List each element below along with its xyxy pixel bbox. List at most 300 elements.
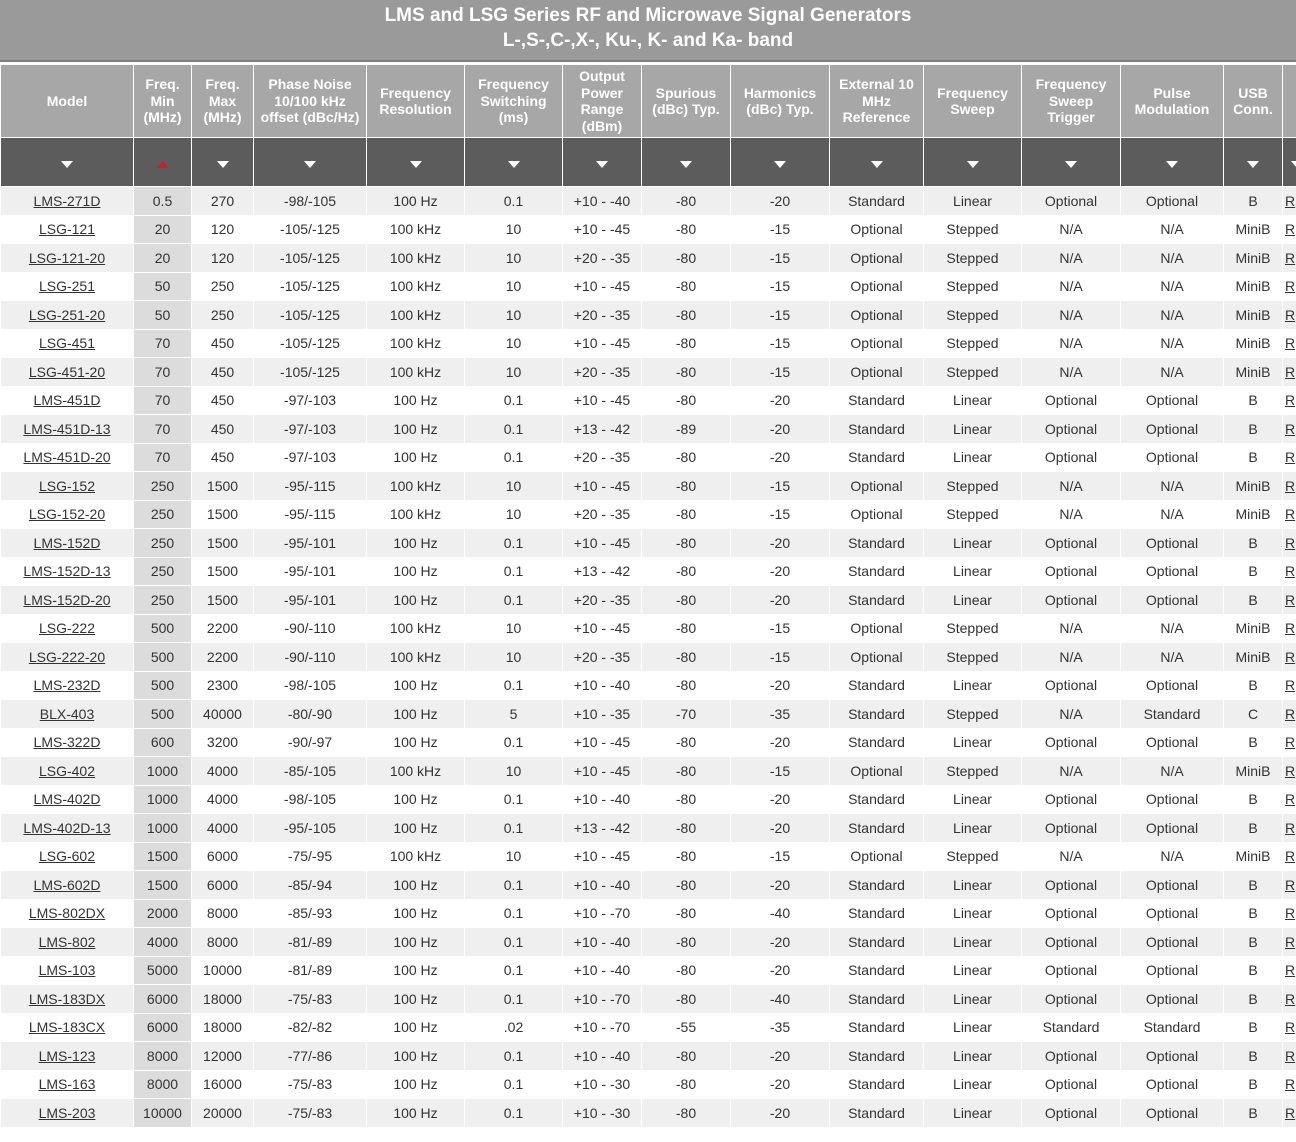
extra-link[interactable]: R — [1285, 306, 1296, 323]
extra-link-cell[interactable] — [1283, 415, 1296, 444]
col-header-extra[interactable] — [1283, 65, 1296, 138]
table-cell: 450 — [192, 415, 254, 444]
table-cell: 4000 — [192, 785, 254, 814]
model-cell[interactable] — [1, 928, 134, 957]
table-cell: -80 — [642, 500, 731, 529]
model-link[interactable]: LSG-451 — [38, 335, 96, 352]
table-cell: N/A — [1022, 329, 1121, 358]
table-cell: +10 - -45 — [563, 842, 642, 871]
sort-toggle-icon[interactable] — [304, 161, 316, 168]
model-link[interactable]: LMS-183DX — [28, 990, 106, 1007]
extra-link[interactable]: R — [1285, 591, 1296, 608]
table-cell: Optional — [1121, 1099, 1224, 1128]
table-cell: 18000 — [192, 1013, 254, 1042]
table-cell: 0.1 — [465, 871, 563, 900]
sort-toggle-icon[interactable] — [967, 161, 979, 168]
model-link[interactable]: BLX-403 — [39, 705, 95, 722]
model-cell[interactable] — [1, 301, 134, 330]
model-cell[interactable] — [1, 386, 134, 415]
sort-cell-7[interactable] — [642, 138, 731, 187]
model-cell[interactable] — [1, 785, 134, 814]
extra-link-cell[interactable] — [1283, 187, 1296, 216]
model-link[interactable]: LSG-121-20 — [28, 249, 106, 266]
table-cell: Optional — [1022, 586, 1121, 615]
model-link[interactable]: LSG-451-20 — [28, 363, 106, 380]
extra-link[interactable]: R — [1285, 192, 1296, 209]
model-cell[interactable] — [1, 215, 134, 244]
table-cell: N/A — [1121, 215, 1224, 244]
table-cell: B — [1224, 386, 1283, 415]
extra-link-cell[interactable] — [1283, 899, 1296, 928]
model-link[interactable]: LMS-123 — [38, 1047, 96, 1064]
table-cell: -80 — [642, 614, 731, 643]
col-header-model[interactable]: Model — [1, 65, 134, 138]
sort-cell-3[interactable] — [254, 138, 367, 187]
table-cell: 100 kHz — [367, 301, 465, 330]
sort-cell-4[interactable] — [367, 138, 465, 187]
table-cell: 250 — [134, 586, 192, 615]
table-cell: Linear — [924, 1099, 1022, 1128]
model-cell[interactable] — [1, 842, 134, 871]
table-cell: 10000 — [134, 1099, 192, 1128]
model-link[interactable]: LMS-152D-13 — [23, 563, 111, 580]
model-link[interactable]: LSG-152-20 — [28, 506, 106, 523]
table-cell: Stepped — [924, 215, 1022, 244]
col-header-spurious[interactable]: Spurious (dBc) Typ. — [642, 65, 731, 138]
model-cell[interactable] — [1, 671, 134, 700]
sort-toggle-icon[interactable] — [1166, 161, 1178, 168]
sort-toggle-icon[interactable] — [61, 161, 73, 168]
col-header-harmonics[interactable]: Harmonics (dBc) Typ. — [731, 65, 830, 138]
model-cell[interactable] — [1, 586, 134, 615]
extra-link-cell[interactable] — [1283, 1013, 1296, 1042]
title-line-2: L-,S-,C-,X-, Ku-, K- and Ka- band — [502, 30, 794, 51]
extra-link-cell[interactable] — [1283, 244, 1296, 273]
table-cell: -81/-89 — [254, 928, 367, 957]
model-cell[interactable] — [1, 643, 134, 672]
table-cell: 10 — [465, 500, 563, 529]
model-cell[interactable] — [1, 700, 134, 729]
model-cell[interactable] — [1, 814, 134, 843]
table-cell: -105/-125 — [254, 301, 367, 330]
table-cell: -15 — [731, 842, 830, 871]
extra-link-cell[interactable] — [1283, 472, 1296, 501]
table-cell: 100 Hz — [367, 557, 465, 586]
table-cell: 1500 — [192, 472, 254, 501]
table-cell: N/A — [1121, 244, 1224, 273]
table-cell: 250 — [134, 472, 192, 501]
extra-link[interactable]: R — [1285, 1019, 1296, 1036]
table-cell: Standard — [830, 814, 924, 843]
model-link[interactable]: LSG-251-20 — [28, 306, 106, 323]
sort-cell-6[interactable] — [563, 138, 642, 187]
table-cell: +10 - -45 — [563, 329, 642, 358]
sort-cell-9[interactable] — [830, 138, 924, 187]
extra-link[interactable]: R — [1285, 734, 1296, 751]
extra-link-cell[interactable] — [1283, 1042, 1296, 1071]
table-cell: Linear — [924, 928, 1022, 957]
table-cell: Linear — [924, 443, 1022, 472]
table-cell: 10 — [465, 244, 563, 273]
table-cell: -81/-89 — [254, 956, 367, 985]
extra-link[interactable]: R — [1285, 762, 1296, 779]
extra-link[interactable]: R — [1285, 335, 1296, 352]
extra-link-cell[interactable] — [1283, 985, 1296, 1014]
extra-link-cell[interactable] — [1283, 814, 1296, 843]
table-cell: B — [1224, 956, 1283, 985]
table-cell: 70 — [134, 415, 192, 444]
table-cell: MiniB — [1224, 215, 1283, 244]
table-cell: 10 — [465, 329, 563, 358]
table-cell: Optional — [1121, 671, 1224, 700]
sort-row — [1, 138, 1296, 187]
table-cell: -80 — [642, 1070, 731, 1099]
sort-toggle-icon[interactable] — [1247, 161, 1259, 168]
table-cell: -85/-93 — [254, 899, 367, 928]
table-cell: 100 kHz — [367, 244, 465, 273]
extra-link[interactable]: R — [1285, 1076, 1296, 1093]
sort-toggle-icon[interactable] — [871, 161, 883, 168]
col-header-freq-min[interactable]: Freq. Min (MHz) — [134, 65, 192, 138]
table-cell: Standard — [830, 700, 924, 729]
model-link[interactable]: LMS-402D-13 — [23, 819, 111, 836]
model-link[interactable]: LSG-222 — [38, 620, 96, 637]
sort-toggle-icon[interactable] — [410, 161, 422, 168]
extra-link[interactable]: R — [1285, 534, 1296, 551]
table-cell: 100 kHz — [367, 614, 465, 643]
model-link[interactable]: LMS-103 — [38, 962, 96, 979]
model-link[interactable]: LMS-152D-20 — [23, 591, 111, 608]
sort-ascending-icon[interactable] — [157, 161, 169, 168]
table-cell: Optional — [1022, 1099, 1121, 1128]
extra-link-cell[interactable] — [1283, 386, 1296, 415]
extra-link[interactable]: R — [1285, 962, 1296, 979]
model-cell[interactable] — [1, 244, 134, 273]
extra-link-cell[interactable] — [1283, 557, 1296, 586]
extra-link-cell[interactable] — [1283, 956, 1296, 985]
model-link[interactable]: LMS-152D — [33, 534, 101, 551]
table-cell: -20 — [731, 956, 830, 985]
col-header-frequency-switching[interactable]: Frequency Switching (ms) — [465, 65, 563, 138]
model-link[interactable]: LMS-271D — [33, 192, 101, 209]
extra-link-cell[interactable] — [1283, 728, 1296, 757]
col-header-phase-noise[interactable]: Phase Noise 10/100 kHz offset (dBc/Hz) — [254, 65, 367, 138]
table-cell: +10 - -40 — [563, 187, 642, 216]
table-cell: 1000 — [134, 814, 192, 843]
table-cell: 100 Hz — [367, 1013, 465, 1042]
extra-link-cell[interactable] — [1283, 671, 1296, 700]
model-cell[interactable] — [1, 500, 134, 529]
col-header-freq-max[interactable]: Freq. Max (MHz) — [192, 65, 254, 138]
extra-link[interactable]: R — [1285, 933, 1296, 950]
model-link[interactable]: LMS-322D — [33, 734, 101, 751]
sort-toggle-icon[interactable] — [1291, 161, 1296, 168]
table-cell: Optional — [1022, 785, 1121, 814]
table-cell: 10 — [465, 272, 563, 301]
table-cell: +10 - -45 — [563, 614, 642, 643]
extra-link[interactable]: R — [1285, 363, 1296, 380]
extra-link-cell[interactable] — [1283, 272, 1296, 301]
table-cell: +13 - -42 — [563, 557, 642, 586]
sort-toggle-icon[interactable] — [596, 161, 608, 168]
sort-toggle-icon[interactable] — [774, 161, 786, 168]
extra-link[interactable]: R — [1285, 420, 1296, 437]
table-cell: 1500 — [134, 842, 192, 871]
table-cell: 100 Hz — [367, 728, 465, 757]
extra-link[interactable]: R — [1285, 449, 1296, 466]
extra-link[interactable]: R — [1285, 506, 1296, 523]
extra-link-cell[interactable] — [1283, 871, 1296, 900]
extra-link-cell[interactable] — [1283, 215, 1296, 244]
model-link[interactable]: LMS-451D-20 — [23, 449, 111, 466]
extra-link[interactable]: R — [1285, 819, 1296, 836]
model-link[interactable]: LSG-402 — [38, 762, 96, 779]
extra-link-cell[interactable] — [1283, 785, 1296, 814]
sort-cell-14[interactable] — [1283, 138, 1296, 187]
table-cell: -15 — [731, 472, 830, 501]
col-header-frequency-resolution[interactable]: Frequency Resolution — [367, 65, 465, 138]
extra-link-cell[interactable] — [1283, 329, 1296, 358]
table-row — [1, 358, 1296, 387]
table-cell: N/A — [1022, 500, 1121, 529]
table-cell: -89 — [642, 415, 731, 444]
table-cell: +20 - -35 — [563, 358, 642, 387]
extra-link-cell[interactable] — [1283, 842, 1296, 871]
extra-link[interactable]: R — [1285, 221, 1296, 238]
extra-link[interactable]: R — [1285, 791, 1296, 808]
table-cell: Optional — [830, 500, 924, 529]
model-cell[interactable] — [1, 1042, 134, 1071]
table-cell: 100 Hz — [367, 671, 465, 700]
col-header-usb-conn[interactable]: USB Conn. — [1224, 65, 1283, 138]
model-link[interactable]: LMS-163 — [38, 1076, 96, 1093]
extra-link-cell[interactable] — [1283, 529, 1296, 558]
sort-toggle-icon[interactable] — [680, 161, 692, 168]
model-link[interactable]: LMS-402D — [33, 791, 101, 808]
sort-cell-13[interactable] — [1224, 138, 1283, 187]
sort-toggle-icon[interactable] — [1065, 161, 1077, 168]
sort-cell-2[interactable] — [192, 138, 254, 187]
model-link[interactable]: LSG-222-20 — [28, 648, 106, 665]
col-header-sweep-trigger[interactable]: Frequency Sweep Trigger — [1022, 65, 1121, 138]
model-cell[interactable] — [1, 329, 134, 358]
col-header-frequency-sweep[interactable]: Frequency Sweep — [924, 65, 1022, 138]
table-cell: -105/-125 — [254, 358, 367, 387]
model-cell[interactable] — [1, 1070, 134, 1099]
model-link[interactable]: LMS-232D — [33, 677, 101, 694]
table-cell: +13 - -42 — [563, 814, 642, 843]
model-link[interactable]: LSG-152 — [38, 477, 96, 494]
extra-link-cell[interactable] — [1283, 928, 1296, 957]
table-cell: -95/-105 — [254, 814, 367, 843]
model-link[interactable]: LMS-451D — [33, 392, 101, 409]
model-cell[interactable] — [1, 358, 134, 387]
table-cell: +10 - -45 — [563, 215, 642, 244]
sort-cell-8[interactable] — [731, 138, 830, 187]
sort-cell-5[interactable] — [465, 138, 563, 187]
model-cell[interactable] — [1, 614, 134, 643]
table-cell: -20 — [731, 529, 830, 558]
model-link[interactable]: LMS-451D-13 — [23, 420, 111, 437]
table-cell: Stepped — [924, 329, 1022, 358]
model-cell[interactable] — [1, 472, 134, 501]
model-cell[interactable] — [1, 757, 134, 786]
extra-link[interactable]: R — [1285, 1047, 1296, 1064]
table-cell: 1500 — [192, 500, 254, 529]
extra-link-cell[interactable] — [1283, 358, 1296, 387]
extra-link-cell[interactable] — [1283, 500, 1296, 529]
table-cell: +10 - -40 — [563, 671, 642, 700]
col-header-pulse-modulation[interactable]: Pulse Modulation — [1121, 65, 1224, 138]
extra-link[interactable]: R — [1285, 876, 1296, 893]
extra-link-cell[interactable] — [1283, 586, 1296, 615]
extra-link-cell[interactable] — [1283, 443, 1296, 472]
table-cell: 100 Hz — [367, 871, 465, 900]
table-cell: 50 — [134, 272, 192, 301]
extra-link-cell[interactable] — [1283, 301, 1296, 330]
extra-link[interactable]: R — [1285, 563, 1296, 580]
col-header-output-power-range[interactable]: Output Power Range (dBm) — [563, 65, 642, 138]
model-link[interactable]: LSG-121 — [38, 221, 96, 238]
model-cell[interactable] — [1, 956, 134, 985]
table-cell: Standard — [1121, 700, 1224, 729]
extra-link-cell[interactable] — [1283, 643, 1296, 672]
table-cell: Optional — [1022, 871, 1121, 900]
table-cell: 70 — [134, 358, 192, 387]
table-cell: -20 — [731, 1070, 830, 1099]
table-cell: 0.1 — [465, 728, 563, 757]
table-cell: -20 — [731, 187, 830, 216]
model-link[interactable]: LMS-183CX — [28, 1019, 106, 1036]
extra-link-cell[interactable] — [1283, 1099, 1296, 1128]
table-cell: B — [1224, 928, 1283, 957]
table-cell: 100 Hz — [367, 586, 465, 615]
model-cell[interactable] — [1, 899, 134, 928]
table-cell: Optional — [1022, 557, 1121, 586]
extra-link[interactable]: R — [1285, 392, 1296, 409]
table-row — [1, 671, 1296, 700]
sort-cell-12[interactable] — [1121, 138, 1224, 187]
col-header-external-reference[interactable]: External 10 MHz Reference — [830, 65, 924, 138]
table-cell: 70 — [134, 329, 192, 358]
model-cell[interactable] — [1, 443, 134, 472]
table-cell: Standard — [830, 1099, 924, 1128]
model-cell[interactable] — [1, 871, 134, 900]
table-cell: 10 — [465, 643, 563, 672]
table-cell: -80 — [642, 358, 731, 387]
model-link[interactable]: LSG-251 — [38, 278, 96, 295]
table-row — [1, 871, 1296, 900]
sort-cell-10[interactable] — [924, 138, 1022, 187]
table-cell: -20 — [731, 1099, 830, 1128]
table-cell: Optional — [1022, 529, 1121, 558]
table-cell: -20 — [731, 386, 830, 415]
extra-link[interactable]: R — [1285, 249, 1296, 266]
table-cell: Optional — [830, 842, 924, 871]
table-cell: N/A — [1022, 757, 1121, 786]
extra-link[interactable]: R — [1285, 477, 1296, 494]
table-cell: +10 - -30 — [563, 1070, 642, 1099]
model-link[interactable]: LMS-203 — [38, 1104, 96, 1121]
model-cell[interactable] — [1, 187, 134, 216]
table-cell: Standard — [830, 785, 924, 814]
table-cell: -40 — [731, 899, 830, 928]
model-link[interactable]: LSG-602 — [38, 848, 96, 865]
table-cell: Optional — [1022, 671, 1121, 700]
sort-cell-11[interactable] — [1022, 138, 1121, 187]
table-cell: Stepped — [924, 272, 1022, 301]
sort-cell-1[interactable] — [134, 138, 192, 187]
model-cell[interactable] — [1, 557, 134, 586]
table-cell: -82/-82 — [254, 1013, 367, 1042]
table-cell: 0.1 — [465, 529, 563, 558]
table-cell: MiniB — [1224, 301, 1283, 330]
extra-link[interactable]: R — [1285, 848, 1296, 865]
extra-link-cell[interactable] — [1283, 614, 1296, 643]
model-cell[interactable] — [1, 529, 134, 558]
table-cell: MiniB — [1224, 500, 1283, 529]
table-cell: -15 — [731, 301, 830, 330]
table-cell: Optional — [1022, 899, 1121, 928]
sort-cell-0[interactable] — [1, 138, 134, 187]
extra-link-cell[interactable] — [1283, 700, 1296, 729]
model-link[interactable]: LMS-802 — [38, 933, 96, 950]
table-cell: Optional — [1121, 586, 1224, 615]
model-link[interactable]: LMS-602D — [33, 876, 101, 893]
table-cell: +20 - -35 — [563, 500, 642, 529]
table-cell: Optional — [1121, 871, 1224, 900]
model-cell[interactable] — [1, 1013, 134, 1042]
model-cell[interactable] — [1, 1099, 134, 1128]
model-cell[interactable] — [1, 272, 134, 301]
extra-link[interactable]: R — [1285, 1104, 1296, 1121]
table-row — [1, 842, 1296, 871]
table-cell: Standard — [1022, 1013, 1121, 1042]
model-cell[interactable] — [1, 728, 134, 757]
model-cell[interactable] — [1, 415, 134, 444]
extra-link[interactable]: R — [1285, 278, 1296, 295]
table-row — [1, 215, 1296, 244]
extra-link-cell[interactable] — [1283, 757, 1296, 786]
table-cell: N/A — [1022, 301, 1121, 330]
extra-link[interactable]: R — [1285, 677, 1296, 694]
extra-link[interactable]: R — [1285, 648, 1296, 665]
table-cell: 100 Hz — [367, 529, 465, 558]
table-cell: B — [1224, 529, 1283, 558]
table-cell: -20 — [731, 443, 830, 472]
table-cell: N/A — [1022, 842, 1121, 871]
sort-toggle-icon[interactable] — [508, 161, 520, 168]
table-cell: Optional — [830, 472, 924, 501]
table-cell: Optional — [1022, 1042, 1121, 1071]
table-cell: B — [1224, 187, 1283, 216]
table-cell: 0.1 — [465, 415, 563, 444]
sort-toggle-icon[interactable] — [217, 161, 229, 168]
extra-link[interactable]: R — [1285, 905, 1296, 922]
table-cell: 100 kHz — [367, 500, 465, 529]
model-cell[interactable] — [1, 985, 134, 1014]
extra-link-cell[interactable] — [1283, 1070, 1296, 1099]
table-cell: 100 Hz — [367, 785, 465, 814]
table-cell: 250 — [134, 557, 192, 586]
model-link[interactable]: LMS-802DX — [28, 905, 106, 922]
table-cell: Optional — [1121, 557, 1224, 586]
extra-link[interactable]: R — [1285, 705, 1296, 722]
extra-link[interactable]: R — [1285, 990, 1296, 1007]
extra-link[interactable]: R — [1285, 620, 1296, 637]
table-cell: MiniB — [1224, 329, 1283, 358]
table-cell: -15 — [731, 500, 830, 529]
